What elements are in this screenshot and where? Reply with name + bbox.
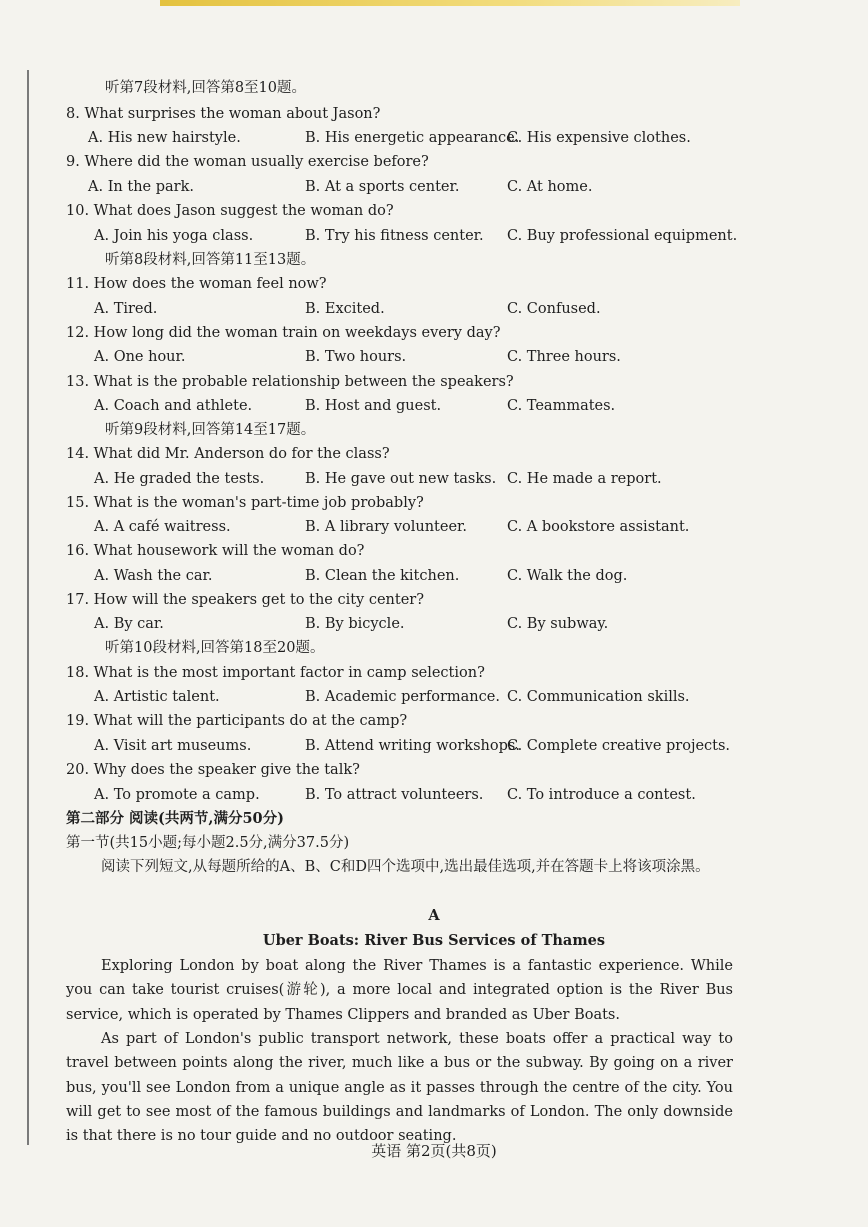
option-c: C. A bookstore assistant. bbox=[507, 519, 690, 535]
section1-title: 第一节(共15小题;每小题2.5分,满分37.5分) bbox=[66, 835, 350, 851]
option-a: A. Tired. bbox=[94, 301, 158, 317]
option-a: A. One hour. bbox=[94, 349, 186, 365]
part2-title: 第二部分 阅读(共两节,满分50分) bbox=[66, 810, 284, 827]
section-heading-q14-17: 听第9段材料,回答第14至17题。 bbox=[105, 422, 316, 438]
options-11 bbox=[0, 297, 868, 321]
option-a: A. Visit art museums. bbox=[94, 738, 252, 754]
option-b: B. He gave out new tasks. bbox=[305, 471, 497, 487]
section-heading-q11-13: 听第8段材料,回答第11至13题。 bbox=[105, 252, 316, 268]
option-b: B. A library volunteer. bbox=[305, 519, 467, 535]
options-17 bbox=[0, 612, 868, 636]
options-18 bbox=[0, 685, 868, 709]
question-13: 13. What is the probable relationship between the speakers? bbox=[66, 374, 514, 390]
options-19 bbox=[0, 734, 868, 758]
option-b: B. Two hours. bbox=[305, 349, 407, 365]
page-footer: 英语 第2页(共8页) bbox=[371, 1142, 497, 1160]
option-a: A. His new hairstyle. bbox=[88, 130, 241, 146]
option-c: C. To introduce a contest. bbox=[507, 787, 696, 803]
options-9 bbox=[0, 175, 868, 199]
option-c: C. Buy professional equipment. bbox=[507, 228, 738, 244]
section-heading-q8-10: 听第7段材料,回答第8至10题。 bbox=[105, 80, 307, 96]
question-12: 12. How long did the woman train on weekdays every day? bbox=[66, 325, 501, 341]
question-8: 8. What surprises the woman about Jason? bbox=[66, 106, 381, 122]
question-16: 16. What housework will the woman do? bbox=[66, 543, 365, 559]
option-a: A. To promote a camp. bbox=[94, 787, 260, 803]
question-17: 17. How will the speakers get to the city center? bbox=[66, 592, 425, 608]
option-c: C. At home. bbox=[507, 179, 593, 195]
question-19: 19. What will the participants do at the camp? bbox=[66, 713, 408, 729]
option-b: B. Excited. bbox=[305, 301, 385, 317]
option-c: C. Three hours. bbox=[507, 349, 621, 365]
section-heading-q18-20: 听第10段材料,回答第18至20题。 bbox=[105, 640, 325, 656]
option-a: A. Coach and athlete. bbox=[94, 398, 253, 414]
option-a: A. He graded the tests. bbox=[94, 471, 265, 487]
option-c: C. Complete creative projects. bbox=[507, 738, 731, 754]
options-8 bbox=[0, 126, 868, 150]
option-b: B. His energetic appearance. bbox=[305, 130, 520, 146]
option-c: C. Confused. bbox=[507, 301, 601, 317]
options-14 bbox=[0, 467, 868, 491]
options-16 bbox=[0, 564, 868, 588]
option-a: A. Artistic talent. bbox=[94, 689, 220, 705]
options-10 bbox=[0, 224, 868, 248]
option-b: B. Clean the kitchen. bbox=[305, 568, 460, 584]
options-15 bbox=[0, 515, 868, 539]
option-b: B. Host and guest. bbox=[305, 398, 442, 414]
passage-letter: A bbox=[428, 907, 440, 924]
reading-instructions: 阅读下列短文,从每题所给的A、B、C和D四个选项中,选出最佳选项,并在答题卡上将该项涂黑。 bbox=[101, 859, 710, 875]
option-c: C. He made a report. bbox=[507, 471, 662, 487]
passage-paragraph-2: As part of London's public transport network, these boats offer a practical way to travel between points along the river, much like a bus or the subway. By going on a river bus, you'll see London from a unique angle as it passes through the centre of the city. You will get to see most of the famous buildings and landmarks of London. The only downside is that there is no tour guide and no outdoor seating. bbox=[66, 1031, 733, 1145]
question-10: 10. What does Jason suggest the woman do? bbox=[66, 203, 394, 219]
question-15: 15. What is the woman's part-time job probably? bbox=[66, 495, 424, 511]
question-18: 18. What is the most important factor in camp selection? bbox=[66, 665, 485, 681]
option-a: A. Join his yoga class. bbox=[94, 228, 254, 244]
question-20: 20. Why does the speaker give the talk? bbox=[66, 762, 360, 778]
option-b: B. Attend writing workshops. bbox=[305, 738, 520, 754]
option-a: A. Wash the car. bbox=[94, 568, 213, 584]
options-12 bbox=[0, 345, 868, 369]
option-b: B. By bicycle. bbox=[305, 616, 405, 632]
option-b: B. Academic performance. bbox=[305, 689, 500, 705]
top-color-band bbox=[160, 0, 740, 6]
option-a: A. By car. bbox=[94, 616, 164, 632]
option-a: A. A café waitress. bbox=[94, 519, 231, 535]
option-c: C. Communication skills. bbox=[507, 689, 690, 705]
option-b: B. Try his fitness center. bbox=[305, 228, 484, 244]
option-c: C. Teammates. bbox=[507, 398, 616, 414]
option-b: B. At a sports center. bbox=[305, 179, 460, 195]
option-c: C. His expensive clothes. bbox=[507, 130, 691, 146]
passage-title: Uber Boats: River Bus Services of Thames bbox=[262, 932, 606, 949]
option-a: A. In the park. bbox=[88, 179, 194, 195]
option-c: C. By subway. bbox=[507, 616, 609, 632]
question-14: 14. What did Mr. Anderson do for the class? bbox=[66, 446, 390, 462]
options-13 bbox=[0, 394, 868, 418]
question-9: 9. Where did the woman usually exercise before? bbox=[66, 154, 429, 170]
question-11: 11. How does the woman feel now? bbox=[66, 276, 327, 292]
option-c: C. Walk the dog. bbox=[507, 568, 628, 584]
passage-paragraph-1: Exploring London by boat along the River Thames is a fantastic experience. While you can take tourist cruises(游轮), a more local and integrated option is the River Bus service, which is operated by Thames Clippers and branded as Uber Boats. bbox=[66, 958, 733, 1023]
option-b: B. To attract volunteers. bbox=[305, 787, 484, 803]
options-20 bbox=[0, 783, 868, 807]
